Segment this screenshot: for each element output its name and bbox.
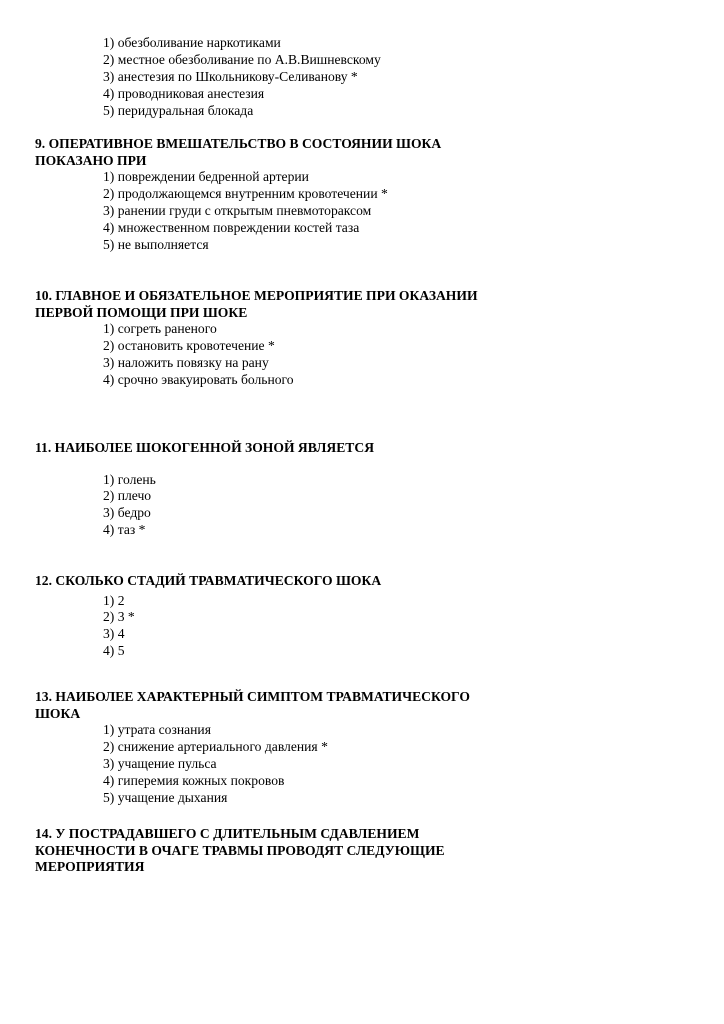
question-title <box>35 440 515 457</box>
answer-item: 2) снижение артериального давления * <box>103 738 328 754</box>
answer-item: 2) плечо <box>103 488 152 504</box>
question-title <box>35 689 515 722</box>
question-title-line: МЕРОПРИЯТИЯ <box>35 859 145 874</box>
question-block-10 <box>0 288 724 389</box>
answer-item: 3) бедро <box>103 505 151 521</box>
answer-item: 3) учащение пульса <box>103 755 217 771</box>
question-title-line: ПЕРВОЙ ПОМОЩИ ПРИ ШОКЕ <box>35 304 248 320</box>
answer-item: 1) согреть раненого <box>103 321 217 336</box>
answer-item: 3) наложить повязку на рану <box>103 354 269 370</box>
answer-item: 4) срочно эвакуировать больного <box>103 371 294 387</box>
answer-list <box>103 35 724 120</box>
answer-item: 3) ранении груди с открытым пневмотораксом <box>103 202 372 218</box>
question-block-13 <box>0 689 724 807</box>
answer-item: 2) 3 * <box>103 609 135 625</box>
question-block-8-continuation <box>0 35 724 120</box>
answer-item: 5) не выполняется <box>103 236 209 252</box>
answer-item: 3) 4 <box>103 626 125 642</box>
answer-item: 1) 2 <box>103 592 125 608</box>
answer-item: 2) остановить кровотечение * <box>103 337 275 353</box>
question-title <box>35 826 515 876</box>
answer-item: 1) повреждении бедренной артерии <box>103 169 309 184</box>
question-title <box>35 136 515 169</box>
answer-list <box>103 722 724 807</box>
question-title-line: 10. ГЛАВНОЕ И ОБЯЗАТЕЛЬНОЕ МЕРОПРИЯТИЕ ПРИ ОКАЗАНИИ <box>35 288 478 303</box>
question-title <box>35 573 515 590</box>
answer-list <box>103 321 724 389</box>
answer-list <box>103 593 724 661</box>
question-title-line: 13. НАИБОЛЕЕ ХАРАКТЕРНЫЙ СИМПТОМ ТРАВМАТИЧЕСКОГО <box>35 689 470 704</box>
answer-list <box>103 472 724 540</box>
answer-list <box>103 169 724 254</box>
question-title-line: ШОКА <box>35 705 81 721</box>
answer-item: 3) анестезия по Школьникову-Селиванову * <box>103 68 358 84</box>
answer-item: 2) продолжающемся внутренним кровотечении * <box>103 185 388 201</box>
answer-item: 5) перидуральная блокада <box>103 102 254 118</box>
question-title-line: ПОКАЗАНО ПРИ <box>35 152 147 168</box>
question-block-11 <box>0 440 724 539</box>
answer-item: 4) гиперемия кожных покровов <box>103 772 285 788</box>
question-title-line: 12. СКОЛЬКО СТАДИЙ ТРАВМАТИЧЕСКОГО ШОКА <box>35 573 382 588</box>
answer-item: 2) местное обезболивание по А.В.Вишневскому <box>103 51 381 67</box>
question-block-12 <box>0 573 724 660</box>
answer-item: 1) утрата сознания <box>103 722 211 737</box>
question-title-line: 9. ОПЕРАТИВНОЕ ВМЕШАТЕЛЬСТВО В СОСТОЯНИИ ШОКА <box>35 136 442 151</box>
answer-item: 1) обезболивание наркотиками <box>103 35 281 50</box>
answer-item: 4) проводниковая анестезия <box>103 85 265 101</box>
question-block-9 <box>0 136 724 254</box>
question-title <box>35 288 515 321</box>
answer-item: 4) 5 <box>103 643 125 659</box>
answer-item: 4) таз * <box>103 522 146 538</box>
question-block-14 <box>0 826 724 876</box>
answer-item: 5) учащение дыхания <box>103 789 228 805</box>
question-title-line: 14. У ПОСТРАДАВШЕГО С ДЛИТЕЛЬНЫМ СДАВЛЕНИЕМ <box>35 826 420 841</box>
answer-item: 1) голень <box>103 471 156 487</box>
question-title-line: 11. НАИБОЛЕЕ ШОКОГЕННОЙ ЗОНОЙ ЯВЛЯЕТСЯ <box>35 440 375 455</box>
answer-item: 4) множественном повреждении костей таза <box>103 219 360 235</box>
question-title-line: КОНЕЧНОСТИ В ОЧАГЕ ТРАВМЫ ПРОВОДЯТ СЛЕДУЮЩИЕ <box>35 842 445 858</box>
